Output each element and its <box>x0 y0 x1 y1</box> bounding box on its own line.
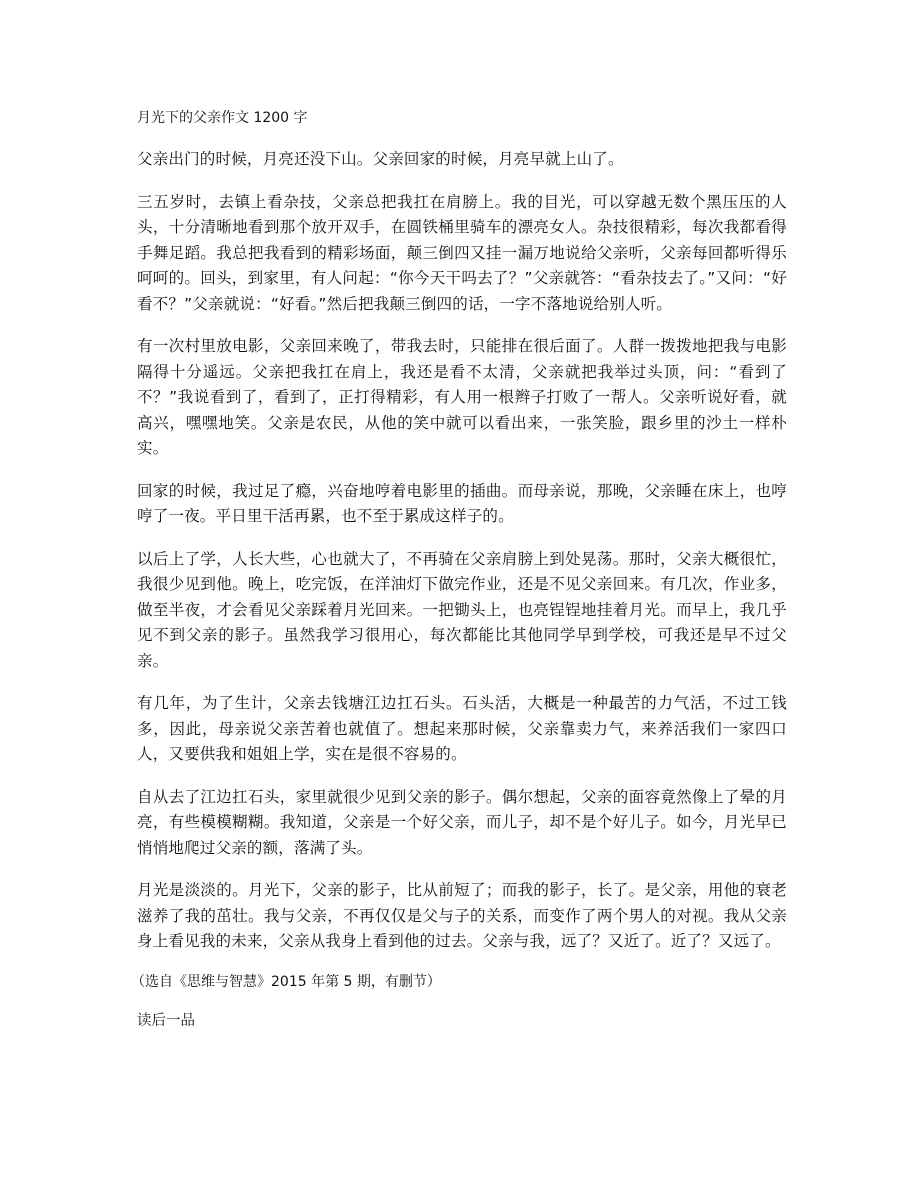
paragraph-6: 有几年，为了生计，父亲去钱塘江边扛石头。石头活，大概是一种最苦的力气活，不过工钱多，因此，母亲说父亲苦着也就值了。想起来那时候，父亲靠卖力气，来养活我们一家四口人，又要供我和姐姐上学，实在是很不容易的。 <box>137 694 787 763</box>
paragraph-5: 以后上了学，人长大些，心也就大了，不再骑在父亲肩膀上到处晃荡。那时，父亲大概很忙，我很少见到他。晚上，吃完饭，在洋油灯下做完作业，还是不见父亲回来。有几次，作业多，做至半夜，才会看见父亲踩着月光回来。一把锄头上，也亮锃锃地挂着月光。而早上，我几乎见不到父亲的影子。虽然我学习很用心，每次都能比其他同学早到学校，可我还是早不过父亲。 <box>137 549 787 670</box>
paragraph-1: 父亲出门的时候，月亮还没下山。父亲回家的时候，月亮早就上山了。 <box>137 150 624 168</box>
paragraph-7: 自从去了江边扛石头，家里就很少见到父亲的影子。偶尔想起，父亲的面容竟然像上了晕的月亮，有些模模糊糊。我知道，父亲是一个好父亲，而儿子，却不是个好儿子。如今，月光早已悄悄地爬过父亲的额，落满了头。 <box>137 787 787 857</box>
paragraph-8: 月光是淡淡的。月光下，父亲的影子，比从前短了；而我的影子，长了。是父亲，用他的衰老滋养了我的茁壮。我与父亲，不再仅仅是父与子的关系，而变作了两个男人的对视。我从父亲身上看见我的未来，父亲从我身上看到他的过去。父亲与我，远了？又近了。近了？又远了。 <box>137 881 787 950</box>
document-title: 月光下的父亲作文 1200 字 <box>137 110 308 126</box>
paragraph-3: 有一次村里放电影，父亲回来晚了，带我去时，只能排在很后面了。人群一拨拨地把我与电影隔得十分遥远。父亲把我扛在肩上，我还是看不太清，父亲就把我举过头顶，问：“看到了不？”我说看到了，看到了，正打得精彩，有人用一根辫子打败了一帮人。父亲听说好看，就高兴，嘿嘿地笑。父亲是农民，从他的笑中就可以看出来，一张笑脸，跟乡里的沙土一样朴实。 <box>137 337 787 457</box>
paragraph-2: 三五岁时，去镇上看杂技，父亲总把我扛在肩膀上。我的目光，可以穿越无数个黑压压的人头，十分清晰地看到那个放开双手，在圆铁桶里骑车的漂亮女人。杂技很精彩，每次我都看得手舞足蹈。我总把我看到的精彩场面，颠三倒四又挂一漏万地说给父亲听，父亲每回都听得乐呵呵的。回头，到家里，有人问起：“你今天干吗去了？”父亲就答：“看杂技去了。”又问：“好看不？”父亲就说：“好看。”然后把我颠三倒四的话，一字不落地说给别人听。 <box>137 192 787 313</box>
section-subheading: 读后一品 <box>137 1012 195 1029</box>
document-page <box>131 108 787 1031</box>
paragraph-4: 回家的时候，我过足了瘾，兴奋地哼着电影里的插曲。而母亲说，那晚，父亲睡在床上，也哼哼了一夜。平日里干活再累，也不至于累成这样子的。 <box>137 481 787 525</box>
source-citation: （选自《思维与智慧》2015 年第 5 期，有删节） <box>131 973 441 990</box>
